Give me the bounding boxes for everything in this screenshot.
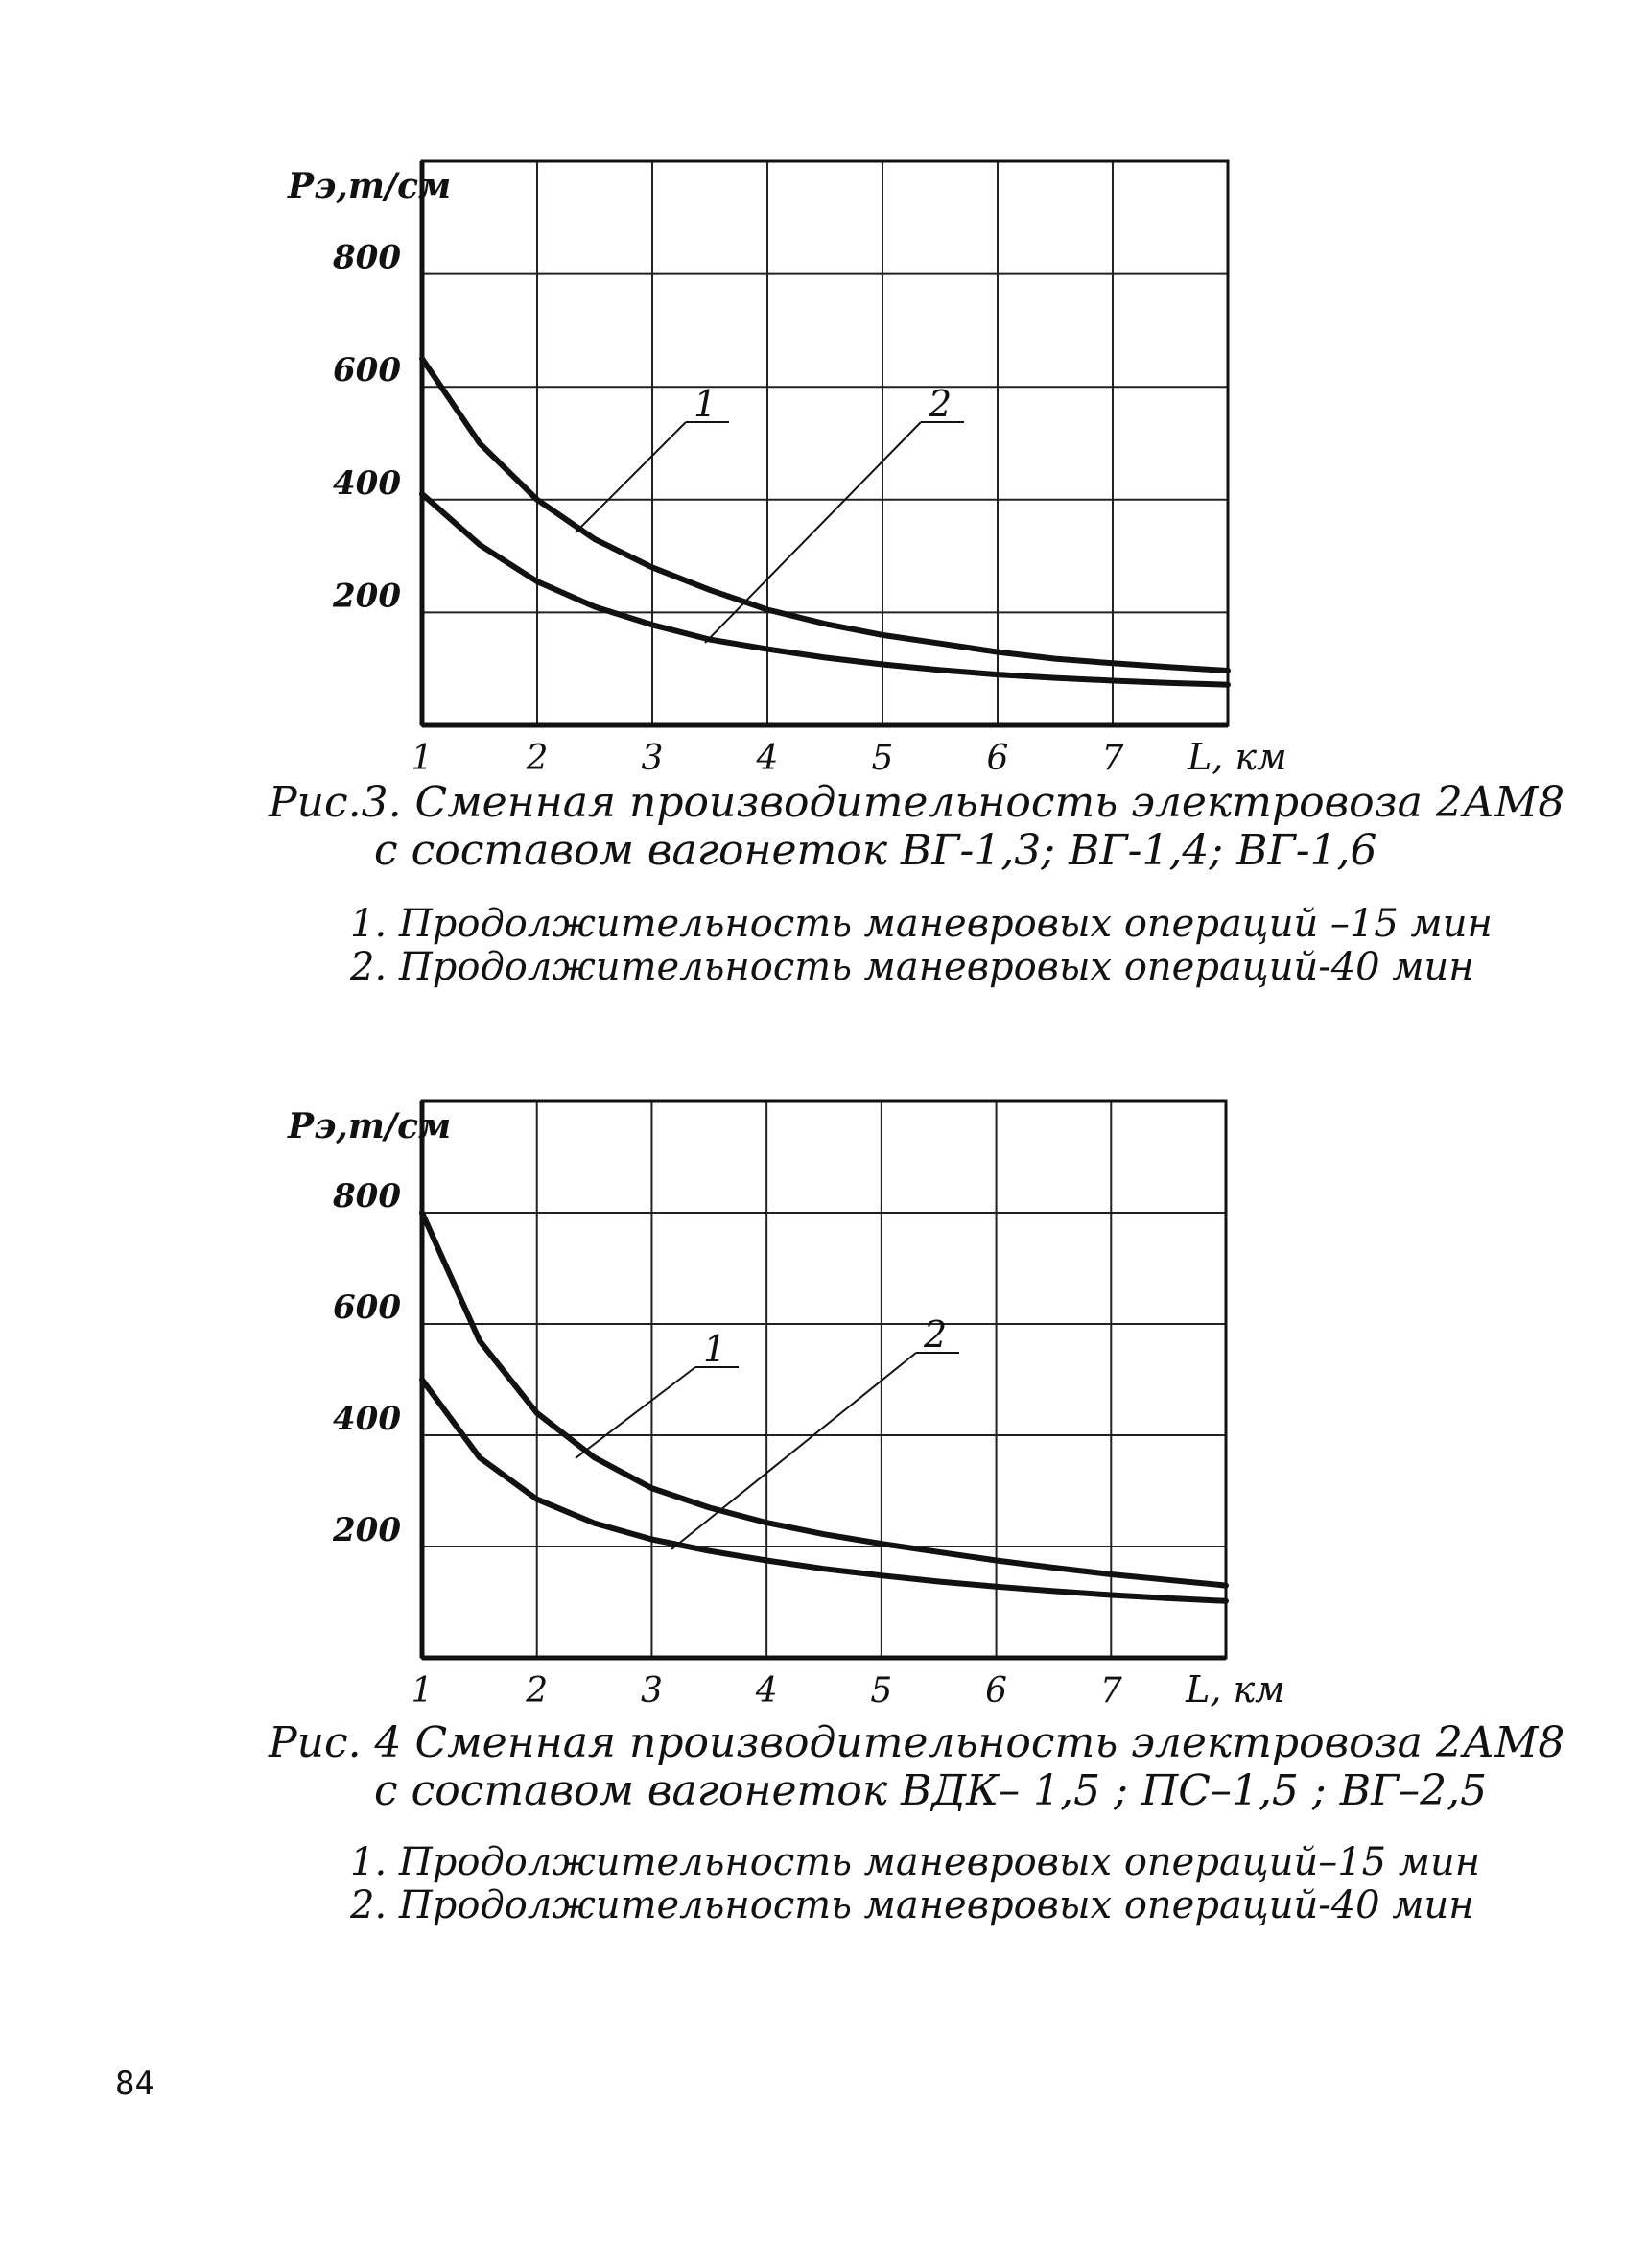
x-tick-label: 4 [755, 1671, 778, 1708]
x-axis-label: L, км [1188, 736, 1287, 778]
x-tick-label: 3 [640, 1671, 663, 1708]
series-1-line [422, 359, 1228, 671]
curve-2-label-leader [705, 422, 921, 643]
y-tick-label: 400 [333, 463, 401, 503]
x-tick-label: 6 [986, 739, 1009, 778]
curve-2-label: 2 [924, 1313, 948, 1356]
y-tick-label: 800 [333, 1177, 401, 1216]
series-2-line [422, 494, 1228, 685]
fig4-title: Рис. 4 Сменная производительность электровоза 2АМ8 [269, 1718, 1565, 1767]
fig3-title: Рис.3. Сменная производительность электровоза 2АМ8 [269, 778, 1565, 827]
curve-1-label: 1 [694, 383, 718, 425]
fig4-legend-2: 2. Продолжительность маневровых операций-40 мин [350, 1883, 1474, 1927]
page-number: 84 [115, 2065, 154, 2103]
curve-1-label-leader [576, 422, 686, 532]
x-tick-label: 5 [870, 1671, 893, 1708]
y-tick-label: 200 [333, 577, 401, 616]
figure-3 [0, 0, 1647, 1036]
fig3-subtitle: с составом вагонеток ВГ-1,3; ВГ-1,4; ВГ-1,6 [374, 826, 1377, 875]
x-tick-label: 7 [1101, 739, 1124, 778]
x-tick-label: 1 [411, 739, 434, 778]
curve-1-label-leader [576, 1367, 695, 1458]
y-tick-label: 600 [333, 351, 401, 390]
x-tick-label: 2 [526, 739, 549, 778]
series-1-line [422, 1213, 1226, 1586]
y-axis-label: Рэ,т/см [288, 166, 452, 206]
x-tick-label: 4 [756, 739, 779, 778]
x-tick-label: 2 [526, 1671, 549, 1708]
curve-2-label: 2 [929, 383, 953, 425]
fig4-legend-1: 1. Продолжительность маневровых операций–15 мин [350, 1840, 1481, 1884]
figure-4 [0, 1055, 1647, 2015]
x-tick-label: 5 [871, 739, 894, 778]
y-axis-label: Рэ,т/см [288, 1106, 452, 1146]
y-tick-label: 200 [333, 1511, 401, 1549]
y-tick-label: 600 [333, 1288, 401, 1327]
chart-fig4 [0, 1055, 1647, 1708]
curve-1-label: 1 [703, 1328, 727, 1370]
x-tick-label: 7 [1099, 1671, 1122, 1708]
y-tick-label: 800 [333, 238, 401, 277]
series-2-line [422, 1380, 1226, 1601]
x-tick-label: 3 [641, 739, 664, 778]
fig3-legend-2: 2. Продолжительность маневровых операций-40 мин [350, 945, 1474, 989]
fig4-subtitle: с составом вагонеток ВДК– 1,5 ; ПС–1,5 ; ВГ–2,5 [374, 1766, 1488, 1815]
y-tick-label: 400 [333, 1400, 401, 1438]
plot-frame [422, 161, 1228, 725]
x-tick-label: 1 [411, 1671, 434, 1708]
chart-fig3 [0, 0, 1647, 825]
fig3-legend-1: 1. Продолжительность маневровых операций –15 мин [350, 902, 1493, 946]
x-axis-label: L, км [1186, 1668, 1285, 1708]
x-tick-label: 6 [985, 1671, 1008, 1708]
curve-2-label-leader [671, 1353, 916, 1549]
